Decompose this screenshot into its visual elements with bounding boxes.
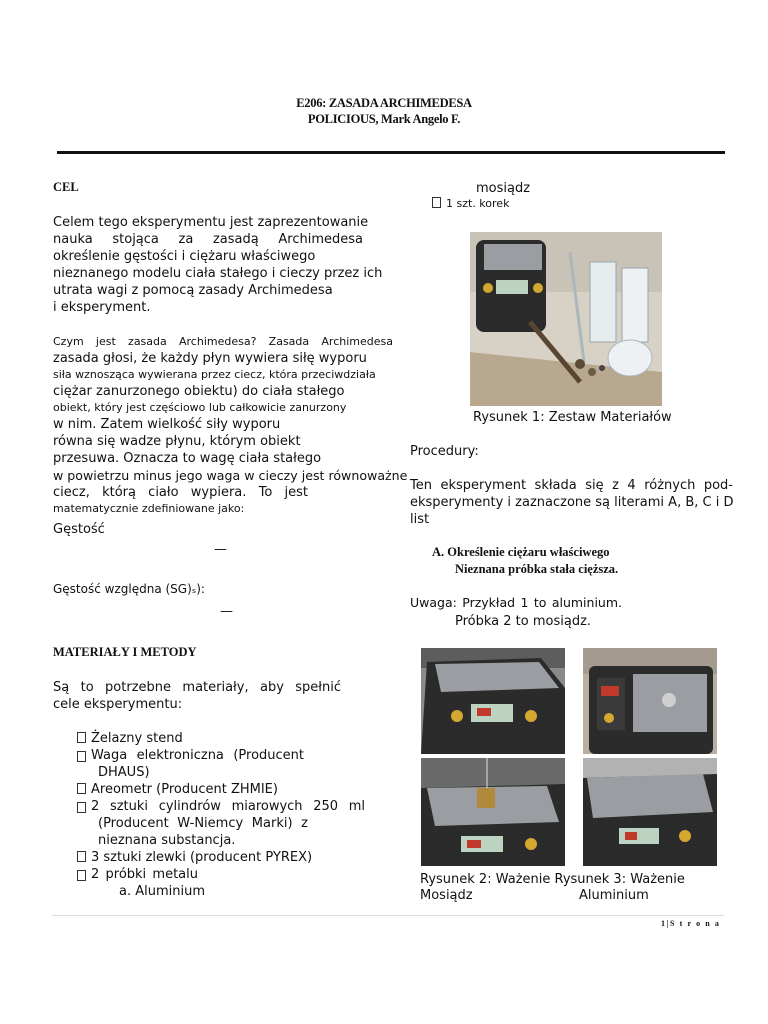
principle-line: równa się wadze płynu, którym obiekt xyxy=(53,434,301,449)
principle-line: obiekt, który jest częściowo lub całkowicie zanurzony xyxy=(53,401,347,414)
note-line-2: Próbka 2 to mosiądz. xyxy=(455,614,592,629)
procedures-label: Procedury: xyxy=(410,444,479,459)
cork-item: 1 szt. korek xyxy=(432,197,509,210)
document-title: E206: ZASADA ARCHIMEDESA xyxy=(296,96,472,110)
document-author: POLICIOUS, Mark Angelo F. xyxy=(307,112,461,126)
cel-heading: CEL xyxy=(53,180,79,194)
checkbox-icon xyxy=(77,870,86,881)
principle-line: w powietrzu minus jego waga w cieczy jest równoważne xyxy=(53,468,408,483)
subsection-a-subheading: Nieznana próbka stała cięższa. xyxy=(455,562,619,576)
cel-line: utrata wagi z pomocą zasady Archimedesa xyxy=(53,283,333,298)
figure-2-caption-subject: Mosiądz xyxy=(420,888,473,903)
checkbox-icon xyxy=(77,751,86,762)
materials-item: Waga elektroniczna (Producent xyxy=(77,747,304,764)
materials-item: Żelazny stend xyxy=(77,730,367,747)
footer-rule xyxy=(52,915,724,916)
procedures-line: Ten eksperyment składa się z 4 różnych pod- xyxy=(410,478,733,493)
principle-line: Czym jest zasada Archimedesa? Zasada Archimedesa xyxy=(53,335,393,348)
figure-3-photo-top xyxy=(583,648,717,754)
density-label: Gęstość xyxy=(53,522,105,537)
procedures-paragraph xyxy=(410,477,733,528)
principle-line: ciecz, którą ciało wypiera. To jest xyxy=(53,485,308,500)
sg-label: Gęstość względna (SG)ₛ): xyxy=(53,582,205,596)
figure-3-caption-subject: Aluminium xyxy=(579,888,649,903)
list-continuation: mosiądz xyxy=(476,181,531,196)
materials-item: 2 sztuki cylindrów miarowych 250 ml xyxy=(77,798,365,815)
figure-1-photo xyxy=(470,232,662,406)
page-number: 1|S t r o n a xyxy=(661,919,721,928)
checkbox-icon xyxy=(77,802,86,813)
methods-intro xyxy=(53,679,341,713)
materials-item: Areometr (Producent ZHMIE) xyxy=(77,781,367,798)
principle-line: matematycznie zdefiniowane jako: xyxy=(53,502,245,515)
cel-line: Celem tego eksperymentu jest zaprezentowanie xyxy=(53,215,369,230)
materials-item-cont: nieznana substancja. xyxy=(98,833,236,848)
procedures-line: eksperymenty i zaznaczone są literami A, B, C i D xyxy=(410,495,734,510)
principle-line: zasada głosi, że każdy płyn wywiera siłę wyporu xyxy=(53,351,367,366)
subsection-a-heading: A. Określenie ciężaru właściwego xyxy=(432,545,610,559)
cel-line: określenie gęstości i ciężaru właściwego xyxy=(53,249,316,264)
figure-3-photo-bottom xyxy=(583,758,717,866)
materials-item: 3 sztuki zlewki (producent PYREX) xyxy=(77,849,367,866)
procedures-line: list xyxy=(410,512,430,527)
checkbox-icon xyxy=(77,783,86,794)
methods-intro-line: Są to potrzebne materiały, aby spełnić xyxy=(53,680,341,695)
principle-paragraph xyxy=(53,333,408,517)
cel-line: nauka stojąca za zasadą Archimedesa xyxy=(53,232,363,247)
cel-paragraph xyxy=(53,214,383,316)
figure-1-caption: Rysunek 1: Zestaw Materiałów xyxy=(473,410,672,425)
scale-illustration xyxy=(421,648,565,754)
cel-line: i eksperyment. xyxy=(53,300,151,315)
materials-setup-illustration xyxy=(470,232,662,406)
materials-item-cont: DHAUS) xyxy=(98,765,150,780)
note-line-1: Uwaga: Przykład 1 to aluminium. xyxy=(410,595,622,610)
principle-line: przesuwa. Oznacza to wagę ciała stałego xyxy=(53,451,322,466)
methods-heading: MATERIAŁY I METODY xyxy=(53,645,197,659)
principle-line: ciężar zanurzonego obiektu) do ciała stałego xyxy=(53,384,345,399)
scale-illustration xyxy=(583,648,717,754)
cel-line: nieznanego modelu ciała stałego i cieczy przez ich xyxy=(53,266,383,281)
methods-intro-line: cele eksperymentu: xyxy=(53,697,183,712)
density-fraction-bar: — xyxy=(214,542,227,557)
figure-2-photo-top xyxy=(421,648,565,754)
principle-line: w nim. Zatem wielkość siły wyporu xyxy=(53,417,281,432)
materials-subitem: a. Aluminium xyxy=(119,884,206,899)
checkbox-icon xyxy=(77,732,86,743)
scale-illustration xyxy=(583,758,717,866)
materials-list xyxy=(77,730,367,900)
materials-item-cont: (Producent W-Niemcy Marki) z xyxy=(98,816,308,831)
checkbox-icon xyxy=(77,851,86,862)
figure-2-photo-bottom xyxy=(421,758,565,866)
sg-fraction-bar: — xyxy=(220,604,233,619)
materials-item: 2 próbki metalu xyxy=(77,866,198,883)
header-rule xyxy=(57,151,725,154)
checkbox-icon xyxy=(432,197,441,208)
figure-2-3-caption: Rysunek 2: Ważenie Rysunek 3: Ważenie xyxy=(420,872,685,887)
principle-line: siła wznosząca wywierana przez ciecz, która przeciwdziała xyxy=(53,368,376,381)
scale-illustration xyxy=(421,758,565,866)
